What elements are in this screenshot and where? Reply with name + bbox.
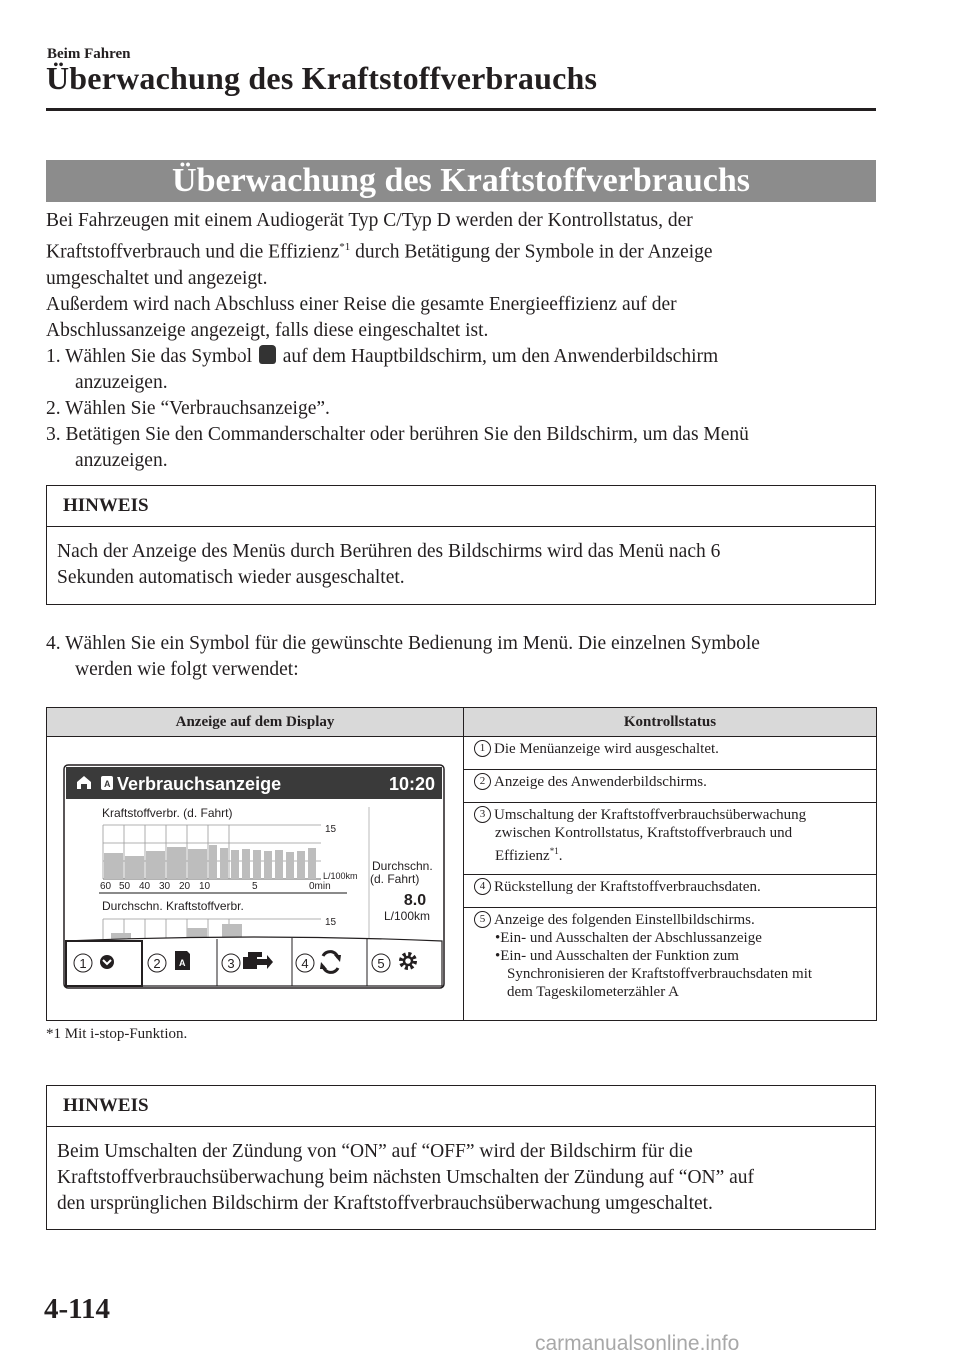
chart-bar [286, 852, 294, 879]
menu-number: 5 [377, 956, 385, 971]
step-4: 4. Wählen Sie ein Symbol für die gewünschte Bedienung im Menü. Die einzelnen Symbole werden wie folgt verwendet: [46, 633, 760, 680]
table-row: 5 Anzeige des folgenden Einstellbildschirms. •Ein- und Ausschalten der Abschlussanzeige •Ein- und Ausschalten der Funktion zum Synchronisieren der Kraftstoffverbrauchsdaten mit dem Tageskilometerzähler A [464, 907, 877, 1020]
chart-bar [167, 847, 186, 879]
chart2-label: Durchschn. Kraftstoffverbr. [102, 899, 244, 913]
intro-line: Bei Fahrzeugen mit einem Audiogerät Typ C/Typ D werden der Kontrollstatus, der [46, 210, 693, 231]
table-row: 3 Umschaltung der Kraftstoffverbrauchsüberwachung zwischen Kontrollstatus, Kraftstoffverbrauch und Effizienz$^{*1}$. [464, 802, 877, 874]
note-box [46, 485, 876, 605]
chart-bar [297, 851, 305, 879]
table-row: 4 Rückstellung der Kraftstoffverbrauchsdaten. [464, 874, 877, 907]
page-number: 4-114 [44, 1293, 111, 1325]
row-number: 5 [474, 911, 491, 928]
chart-bar [308, 848, 316, 879]
table-header: Kontrollstatus [464, 708, 877, 737]
x-tick-label: 30 [159, 881, 171, 892]
table-row: 1 Die Menüanzeige wird ausgeschaltet. [464, 737, 877, 770]
chart-bar [264, 851, 272, 879]
intro-paragraph [46, 208, 876, 344]
svg-text:A: A [104, 779, 111, 789]
intro-line: Kraftstoffverbrauch und die Effizienz$^{*1}$ durch Betätigung der Symbole in der Anzeige [46, 241, 713, 263]
screen-title: Verbrauchsanzeige [117, 774, 282, 794]
avg-unit: L/100km [383, 909, 431, 923]
intro-line: umgeschaltet und angezeigt. [46, 267, 268, 289]
control-table [46, 707, 877, 1021]
user-screen-icon [101, 776, 113, 790]
menu-number: 3 [227, 956, 235, 971]
section-banner: Überwachung des Kraftstoffverbrauchs [46, 160, 876, 202]
row-number: 1 [474, 740, 491, 757]
chart-bar [231, 850, 239, 879]
header-rule [46, 108, 876, 111]
step-1: 1. Wählen Sie das Symbol A auf dem Hauptbildschirm, um den Anwenderbildschirm anzuzeigen. [46, 344, 876, 396]
avg-value: 8.0 [403, 892, 427, 909]
intro-line: Außerdem wird nach Abschluss einer Reise die gesamte Energieeffizienz auf der [46, 293, 677, 315]
step-3: 3. Betätigen Sie den Commanderschalter oder berühren Sie den Bildschirm, um das Menü anzuzeigen. [46, 424, 749, 471]
chart1-ymax: 15 [325, 824, 337, 835]
note-heading: HINWEIS [47, 1086, 875, 1127]
chart-bar [146, 851, 165, 879]
chart1-label: Kraftstoffverbr. (d. Fahrt) [102, 806, 233, 820]
chart-bar [275, 850, 283, 879]
intro-line: Abschlussanzeige angezeigt, falls diese eingeschaltet ist. [46, 319, 489, 341]
chevron-down-icon[interactable] [100, 955, 114, 969]
row-number: 3 [474, 806, 491, 823]
x-tick-label: 50 [119, 881, 131, 892]
footnote: *1 Mit i-stop-Funktion. [46, 1026, 188, 1042]
table-row: 2 Anzeige des Anwenderbildschirms. [464, 769, 877, 802]
table-header: Anzeige auf dem Display [47, 708, 464, 737]
page-title: Überwachung des Kraftstoffverbrauchs [46, 60, 598, 96]
chart-bar [209, 845, 217, 879]
svg-text:A: A [179, 958, 186, 968]
x-tick-label: 60 [100, 881, 112, 892]
chart-bar [242, 849, 250, 879]
screen-time: 10:20 [388, 774, 435, 794]
chart2-ymax: 15 [325, 917, 337, 928]
section-label: Beim Fahren [47, 46, 131, 62]
chart1-unit: L/100km [323, 871, 358, 881]
x-tick-label: 10 [199, 881, 211, 892]
chart-bar [253, 850, 261, 879]
chart-bar [220, 848, 228, 879]
avg-label: (d. Fahrt) [370, 872, 420, 886]
x-tick-label: 5 [252, 881, 258, 892]
menu-number: 2 [153, 956, 161, 971]
note-box [46, 1085, 876, 1230]
avg-label: Durchschn. [372, 859, 433, 873]
x-tick-label: 0min [309, 881, 331, 892]
display-screenshot [47, 737, 461, 1015]
step-2: 2. Wählen Sie “Verbrauchsanzeige”. [46, 398, 330, 419]
note-heading: HINWEIS [47, 486, 875, 527]
chart-bar [125, 856, 144, 879]
menu-number: 1 [79, 956, 87, 971]
user-screen-icon[interactable] [175, 951, 190, 970]
x-tick-label: 40 [139, 881, 151, 892]
chart-bar [188, 849, 207, 879]
user-screen-icon [259, 345, 276, 364]
row-number: 4 [474, 878, 491, 895]
chart-bar [104, 853, 123, 879]
menu-number: 4 [301, 956, 309, 971]
watermark: carmanualsonline.info [535, 1332, 740, 1355]
note-text: Beim Umschalten der Zündung von “ON” auf “OFF” wird der Bildschirm für die Kraftstoffverbrauchsüberwachung beim nächsten Umschalten der Zündung auf “ON” auf den ursprünglichen Bildschirm der Kraftstoffverbrauchsüberwachung umgeschaltet. [57, 1141, 755, 1214]
display-illustration-cell [47, 737, 464, 1021]
row-number: 2 [474, 773, 491, 790]
note-text: Nach der Anzeige des Menüs durch Berühren des Bildschirms wird das Menü nach 6 Sekunden automatisch wieder ausgeschaltet. [57, 541, 721, 588]
x-tick-label: 20 [179, 881, 191, 892]
